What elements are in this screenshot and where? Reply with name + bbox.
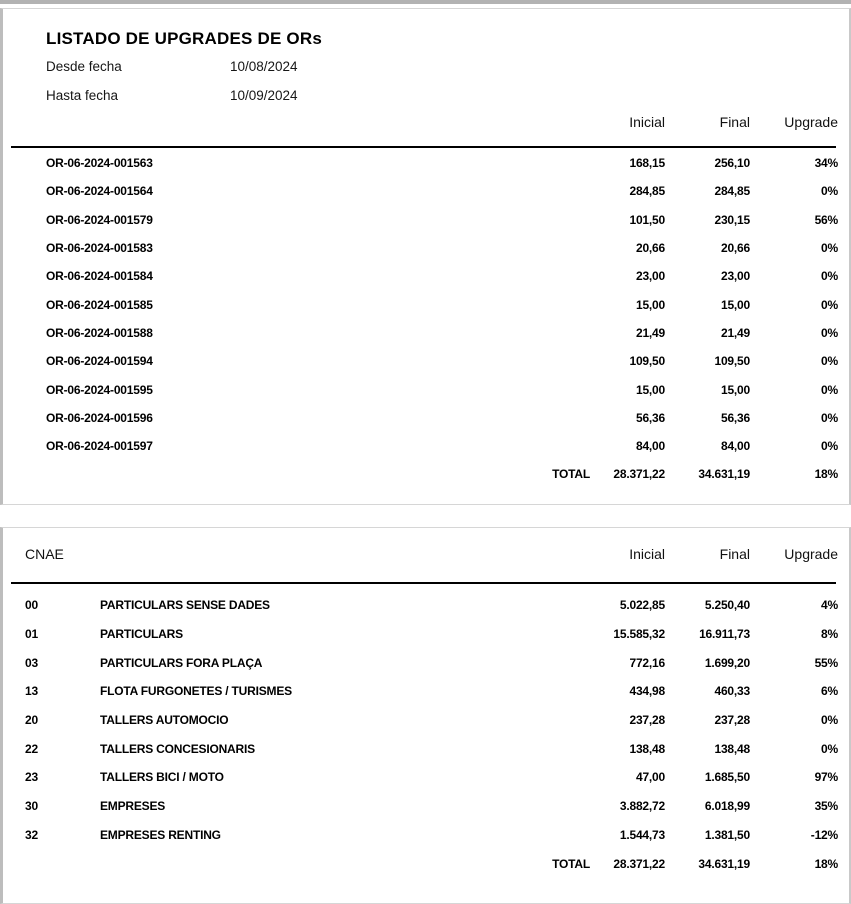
column-header-final: Final: [719, 114, 750, 130]
final-value: 109,50: [714, 354, 750, 369]
upgrade-value: 0%: [821, 269, 838, 284]
or-table-column-headers: [3, 114, 849, 130]
total-final-value: 34.631,19: [698, 856, 750, 871]
inicial-value: 101,50: [629, 212, 665, 227]
final-value: 1.685,50: [704, 770, 750, 785]
inicial-value: 138,48: [629, 741, 665, 756]
upgrade-value: 0%: [821, 439, 838, 454]
filter-to-date: [46, 88, 836, 103]
filter-from-label: Desde fecha: [46, 59, 122, 74]
cnae-code: 00: [25, 598, 38, 613]
upgrade-value: 0%: [821, 354, 838, 369]
upgrade-value: 8%: [821, 627, 838, 642]
inicial-value: 772,16: [629, 655, 665, 670]
table-row: [3, 763, 849, 792]
table-row: [3, 206, 849, 234]
final-value: 230,15: [714, 212, 750, 227]
total-upgrade-value: 18%: [814, 856, 838, 871]
table-row: [3, 404, 849, 432]
table-row: [3, 648, 849, 677]
final-value: 256,10: [714, 156, 750, 171]
final-value: 56,36: [720, 410, 750, 425]
inicial-value: 237,28: [629, 713, 665, 728]
column-header-final: Final: [719, 546, 750, 562]
inicial-value: 1.544,73: [619, 827, 665, 842]
cnae-code: 20: [25, 713, 38, 728]
final-value: 20,66: [720, 241, 750, 256]
cnae-code: 30: [25, 799, 38, 814]
filter-from-date: [46, 59, 836, 74]
upgrade-value: 0%: [821, 297, 838, 312]
cnae-code: 13: [25, 684, 38, 699]
upgrade-value: 0%: [821, 325, 838, 340]
final-value: 1.381,50: [704, 827, 750, 842]
cnae-code: 22: [25, 741, 38, 756]
final-value: 15,00: [720, 297, 750, 312]
final-value: 1.699,20: [704, 655, 750, 670]
upgrade-value: 0%: [821, 382, 838, 397]
total-final-value: 34.631,19: [698, 467, 750, 482]
or-number: OR-06-2024-001583: [46, 241, 153, 256]
or-number: OR-06-2024-001597: [46, 439, 153, 454]
final-value: 6.018,99: [704, 799, 750, 814]
final-value: 138,48: [714, 741, 750, 756]
table-row: [3, 734, 849, 763]
column-header-upgrade: Upgrade: [784, 114, 838, 130]
cnae-code: 01: [25, 627, 38, 642]
report-page-or-listing: [0, 8, 851, 505]
cnae-table-rows: [3, 591, 849, 878]
cnae-code: 23: [25, 770, 38, 785]
inicial-value: 434,98: [629, 684, 665, 699]
inicial-value: 84,00: [635, 439, 665, 454]
cnae-code: 03: [25, 655, 38, 670]
table-row: [3, 706, 849, 735]
total-inicial-value: 28.371,22: [613, 467, 665, 482]
upgrade-value: 0%: [821, 741, 838, 756]
cnae-name: TALLERS CONCESIONARIS: [100, 741, 255, 756]
inicial-value: 284,85: [629, 184, 665, 199]
table-row: [3, 432, 849, 460]
upgrade-value: 34%: [814, 156, 838, 171]
final-value: 21,49: [720, 325, 750, 340]
table-row: [3, 290, 849, 318]
cnae-name: TALLERS BICI / MOTO: [100, 770, 224, 785]
total-upgrade-value: 18%: [814, 467, 838, 482]
column-header-inicial: Inicial: [629, 114, 665, 130]
viewport-top-edge: [0, 0, 851, 4]
or-number: OR-06-2024-001585: [46, 297, 153, 312]
filter-to-label: Hasta fecha: [46, 88, 119, 103]
cnae-name: PARTICULARS FORA PLAÇA: [100, 655, 263, 670]
final-value: 23,00: [720, 269, 750, 284]
cnae-name: EMPRESES: [100, 799, 166, 814]
table-row: [3, 591, 849, 620]
table-row: [3, 821, 849, 850]
inicial-value: 21,49: [635, 325, 665, 340]
upgrade-value: 56%: [814, 212, 838, 227]
cnae-table-column-headers: [3, 546, 849, 562]
table-row: [3, 149, 849, 177]
cnae-name: FLOTA FURGONETES / TURISMES: [100, 684, 292, 699]
or-number: OR-06-2024-001563: [46, 156, 153, 171]
header-divider: [11, 582, 836, 584]
inicial-value: 56,36: [635, 410, 665, 425]
final-value: 284,85: [714, 184, 750, 199]
table-row: [3, 319, 849, 347]
inicial-value: 15,00: [635, 297, 665, 312]
upgrade-value: 97%: [814, 770, 838, 785]
cnae-name: EMPRESES RENTING: [100, 827, 221, 842]
upgrade-value: 0%: [821, 241, 838, 256]
inicial-value: 3.882,72: [619, 799, 665, 814]
column-header-upgrade: Upgrade: [784, 546, 838, 562]
or-number: OR-06-2024-001588: [46, 325, 153, 340]
or-table-total-row: [3, 460, 849, 488]
total-inicial-value: 28.371,22: [613, 856, 665, 871]
or-number: OR-06-2024-001596: [46, 410, 153, 425]
final-value: 237,28: [714, 713, 750, 728]
header-divider: [11, 146, 836, 148]
inicial-value: 15.585,32: [613, 627, 665, 642]
final-value: 84,00: [720, 439, 750, 454]
upgrade-value: 6%: [821, 684, 838, 699]
or-table-rows: [3, 149, 849, 489]
page-title: LISTADO DE UPGRADES DE ORs: [46, 29, 322, 48]
column-header-inicial: Inicial: [629, 546, 665, 562]
total-label: TOTAL: [552, 856, 590, 871]
column-spacer: [46, 114, 540, 130]
upgrade-value: 0%: [821, 713, 838, 728]
cnae-name: PARTICULARS SENSE DADES: [100, 598, 270, 613]
inicial-value: 109,50: [629, 354, 665, 369]
or-number: OR-06-2024-001584: [46, 269, 153, 284]
or-number: OR-06-2024-001564: [46, 184, 153, 199]
inicial-value: 5.022,85: [619, 598, 665, 613]
final-value: 15,00: [720, 382, 750, 397]
final-value: 5.250,40: [704, 598, 750, 613]
or-number: OR-06-2024-001595: [46, 382, 153, 397]
table-row: [3, 620, 849, 649]
table-row: [3, 347, 849, 375]
filter-to-value: 10/09/2024: [230, 88, 298, 103]
table-row: [3, 177, 849, 205]
inicial-value: 20,66: [635, 241, 665, 256]
upgrade-value: 0%: [821, 410, 838, 425]
or-number: OR-06-2024-001579: [46, 212, 153, 227]
final-value: 460,33: [714, 684, 750, 699]
cnae-name: TALLERS AUTOMOCIO: [100, 713, 229, 728]
filter-from-value: 10/08/2024: [230, 59, 298, 74]
table-row: [3, 234, 849, 262]
report-page-cnae-summary: [0, 527, 851, 904]
cnae-name: PARTICULARS: [100, 627, 183, 642]
inicial-value: 15,00: [635, 382, 665, 397]
inicial-value: 47,00: [635, 770, 665, 785]
upgrade-value: 55%: [814, 655, 838, 670]
upgrade-value: 4%: [821, 598, 838, 613]
upgrade-value: 0%: [821, 184, 838, 199]
total-label: TOTAL: [552, 467, 590, 482]
table-row: [3, 262, 849, 290]
inicial-value: 23,00: [635, 269, 665, 284]
upgrade-value: -12%: [810, 827, 838, 842]
final-value: 16.911,73: [699, 627, 750, 642]
table-row: [3, 375, 849, 403]
column-header-cnae: CNAE: [25, 546, 64, 562]
upgrade-value: 35%: [814, 799, 838, 814]
table-row: [3, 677, 849, 706]
table-row: [3, 792, 849, 821]
inicial-value: 168,15: [629, 156, 665, 171]
or-number: OR-06-2024-001594: [46, 354, 153, 369]
cnae-table-total-row: [3, 849, 849, 878]
cnae-code: 32: [25, 827, 38, 842]
